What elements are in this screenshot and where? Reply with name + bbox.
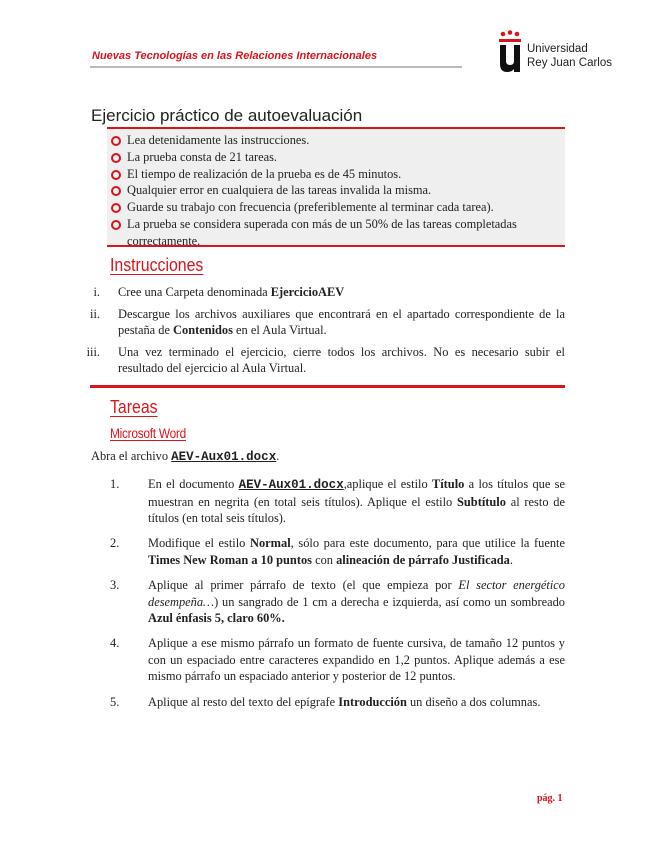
text-segment: ) un sangrado de 1 cm a derecha e izquierda, así como un sombreado	[214, 594, 565, 609]
task-number: 2.	[110, 536, 120, 551]
bullet-circle-icon	[111, 220, 121, 230]
item-number: iii.	[86, 344, 100, 359]
task-item	[110, 476, 565, 527]
rule-item	[127, 132, 565, 149]
task-item	[110, 577, 565, 627]
page-number: pág. 1	[537, 793, 563, 804]
open-prefix: Abra el archivo	[91, 449, 172, 463]
text-segment: un diseño a dos columnas.	[406, 694, 541, 709]
tasks-heading: Tareas	[110, 397, 158, 417]
text-segment: .	[509, 552, 513, 567]
university-logo	[497, 30, 627, 74]
open-suffix: .	[276, 449, 280, 463]
tasks-list	[110, 476, 565, 719]
text-segment: con	[311, 552, 337, 567]
item-number: i.	[93, 285, 100, 299]
text-segment: en el Aula Virtual.	[232, 323, 327, 337]
text-segment: Modifique el estilo	[148, 536, 251, 551]
text-segment: En el documento	[148, 477, 239, 491]
text-segment: Introducción	[338, 694, 407, 709]
task-number: 1.	[110, 477, 120, 491]
rule-text: El tiempo de realización de la prueba es de 45 minutos.	[127, 166, 402, 181]
task-item	[110, 635, 565, 685]
rule-item	[127, 199, 565, 216]
instruction-item	[80, 306, 565, 339]
rules-box	[107, 127, 565, 247]
task-number: 5.	[110, 694, 120, 709]
rule-text: La prueba se considera superada con más de un 50% de las tareas completadas correctamente.	[127, 216, 517, 248]
rule-item	[127, 149, 565, 166]
text-segment: Descargue los archivos auxiliares que encontrará en el apartado correspondiente de la pestaña de	[118, 306, 565, 337]
text-segment: Una vez terminado el ejercicio, cierre todos los archivos. No es necesario subir el resultado del ejercicio al Aula Virtual.	[118, 344, 565, 375]
instruction-item	[80, 344, 565, 377]
text-segment: alineación de párrafo Justificada	[336, 552, 510, 567]
text-segment: Aplique al resto del texto del epígrafe	[148, 694, 339, 709]
bullet-circle-icon	[111, 186, 121, 196]
bullet-circle-icon	[111, 153, 121, 163]
text-segment: Contenidos	[173, 323, 233, 337]
text-segment: El sector energético desempeña…	[148, 577, 565, 609]
header-divider	[90, 66, 462, 68]
page-title: Ejercicio práctico de autoevaluación	[91, 106, 363, 125]
urjc-logo-icon	[497, 30, 523, 72]
university-name-2: Rey Juan Carlos	[527, 57, 613, 69]
bullet-circle-icon	[111, 203, 121, 213]
text-segment: Título	[431, 477, 465, 491]
task-number: 4.	[110, 636, 120, 651]
text-segment: Cree una Carpeta denominada	[118, 285, 271, 299]
task-item	[110, 535, 565, 568]
rule-item	[127, 216, 565, 250]
text-segment: al resto de títulos (en total seis títulos).	[148, 494, 565, 526]
open-file-instruction	[91, 449, 279, 464]
text-segment: Aplique al primer párrafo de texto (el que empieza por	[148, 577, 459, 592]
text-segment: ,aplique el estilo	[343, 477, 432, 491]
rule-text: La prueba consta de 21 tareas.	[127, 149, 277, 164]
task-item	[110, 694, 565, 711]
rule-text: Guarde su trabajo con frecuencia (preferiblemente al terminar cada tarea).	[127, 200, 494, 215]
text-segment: a los títulos que se muestran en negrita (en total seis títulos). Aplique el estilo	[148, 477, 565, 509]
instructions-heading: Instrucciones	[110, 255, 204, 275]
rule-text: Lea detenidamente las instrucciones.	[127, 133, 310, 147]
bullet-circle-icon	[111, 136, 121, 146]
text-segment: AEV-Aux01.docx	[238, 478, 344, 492]
instructions-list	[80, 284, 565, 382]
rule-item	[127, 182, 565, 199]
item-number: ii.	[90, 306, 100, 321]
text-segment: Times New Roman a 10 puntos	[148, 552, 312, 567]
university-name-1: Universidad	[527, 43, 588, 55]
text-segment: , sólo para este documento, para que utilice la fuente	[290, 536, 565, 551]
text-segment: EjercicioAEV	[270, 285, 345, 299]
text-segment: Azul énfasis 5, claro 60%.	[148, 611, 285, 626]
text-segment: Normal	[250, 536, 291, 551]
text-segment: Aplique a ese mismo párrafo un formato de fuente cursiva, de tamaño 12 puntos y con un espaciado entre caracteres expandido en 1,2 puntos. Aplique además a ese mismo párrafo un espaciado anterior y posterior de 12 puntos.	[148, 636, 565, 684]
task-number: 3.	[110, 577, 120, 592]
instruction-item	[80, 284, 565, 301]
rule-text: Qualquier error en cualquiera de las tareas invalida la misma.	[127, 183, 432, 198]
section-divider	[90, 385, 565, 388]
course-header: Nuevas Tecnologías en las Relaciones Internacionales	[92, 50, 378, 62]
rule-item	[127, 166, 565, 183]
word-subheading: Microsoft Word	[110, 426, 186, 441]
bullet-circle-icon	[111, 170, 121, 180]
text-segment: Subtítulo	[457, 494, 506, 509]
file-name: AEV-Aux01.docx	[171, 450, 277, 464]
